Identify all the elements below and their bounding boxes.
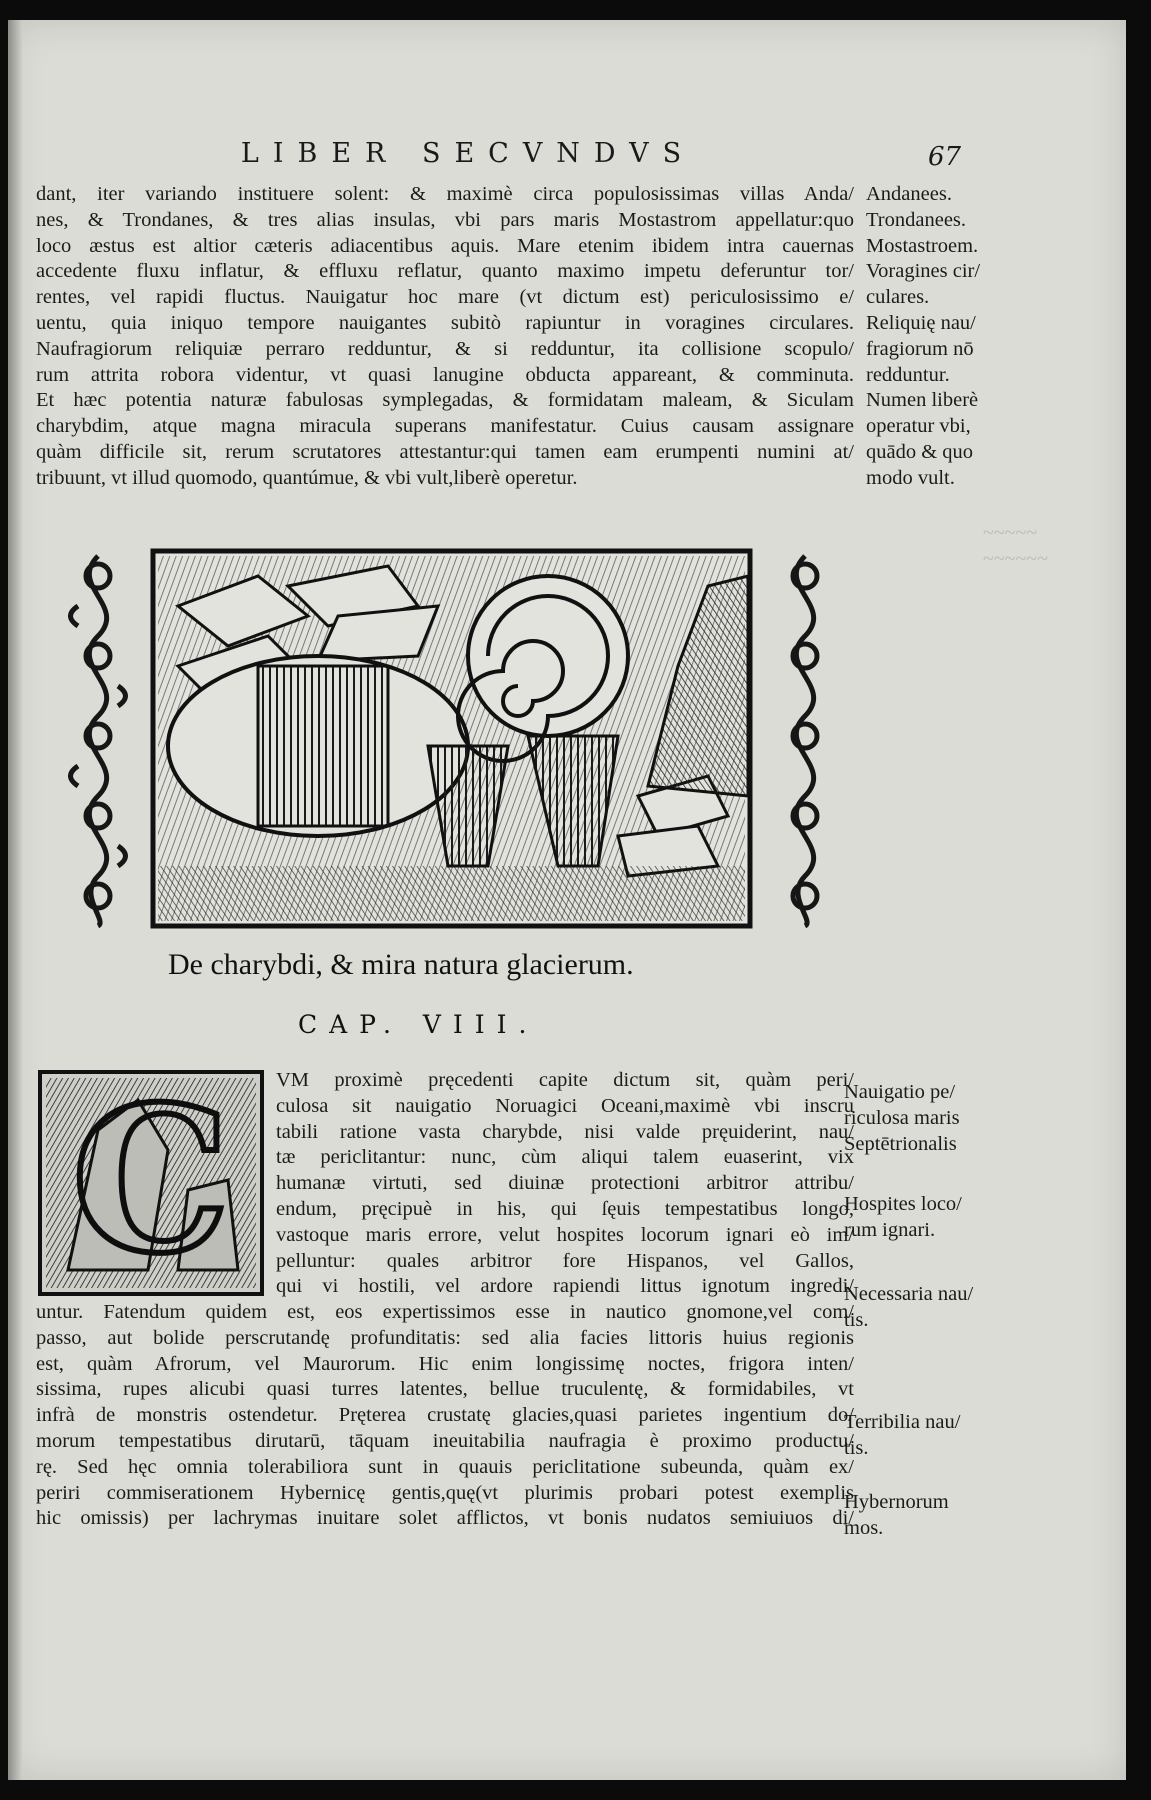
text-line: rę. Sed hęc omnia tolerabiliora sunt in quauis periclitatione subeunda, quàm ex/ [36, 1455, 854, 1478]
figure-caption: De charybdi, & mira natura glacierum. [168, 948, 634, 981]
text-line: hic omissis) per lachrymas inuitare solet afflictos, vt bonis nudatos semiuiuos di/ [36, 1507, 854, 1530]
text-line: qui vi hostili, vel ardore rapiendi littus ignotum ingredi/ [276, 1275, 854, 1298]
page-number: 67 [928, 142, 962, 172]
text-line: sissima, rupes alicubi quasi turres latentes, bellue truculentę, & formidabiles, vt [36, 1378, 854, 1401]
text-line: morum tempestatibus dirutarū, tāquam ineuitabilia naufragia è proximo productu/ [36, 1429, 854, 1452]
margin-note-line: operatur vbi, [866, 415, 971, 438]
ornament-right [793, 556, 817, 926]
paragraph-2-indented [276, 1068, 854, 1300]
text-line: nes, & Trondanes, & tres alias insulas, vbi pars maris Mostastrom appellatur:quo [36, 208, 854, 231]
margin-note-line: riculosa maris [844, 1106, 960, 1129]
margin-note-line: fragiorum nō [866, 337, 974, 360]
margin-note-line: Nauigatio pe/ [844, 1081, 956, 1103]
charybdis-barrel [168, 656, 468, 836]
margin-notes-1 [866, 182, 1046, 492]
margin-note-nauigatio [844, 1080, 1024, 1157]
margin-note-line: Andanees. [866, 183, 952, 205]
text-line: humanæ virtuti, sed diuinæ protectioni arbitror attribu/ [276, 1172, 854, 1195]
margin-note-line: modo vult. [866, 466, 955, 489]
text-line: periri commiserationem Hybernicę gentis,quę(vt plurimis probari potest exemplis [36, 1481, 854, 1504]
text-line: accedente fluxu inflatur, & effluxu reflatur, quanto maximo impetu deferuntur tor/ [36, 260, 854, 283]
margin-note-line: culares. [866, 286, 930, 309]
text-line: vastoque maris errore, velut hospites locorum ignari eò im/ [276, 1223, 854, 1246]
margin-note-line: Necessaria nau/ [844, 1283, 974, 1305]
text-line: est, quàm Afrorum, vel Maurorum. Hic enim longissimę noctes, frigora inten/ [36, 1352, 854, 1375]
margin-note-hospites [844, 1192, 1024, 1244]
text-line: tabili ratione vasta charybde, nisi valde pręuiderint, nau/ [276, 1120, 854, 1143]
text-line: charybdim, atque magna miracula superans manifestatur. Cuius causam assignare [36, 415, 854, 438]
margin-note-line: Trondanees. [866, 208, 967, 231]
text-line: uentu, quia iniquo tempore nauigantes subitò rapiuntur in voragines circulares. [36, 311, 854, 334]
margin-note-line: rum ignari. [844, 1218, 936, 1241]
margin-note-line: tis. [844, 1436, 869, 1459]
margin-note-line: Numen liberè [866, 389, 979, 412]
book-page [8, 20, 1126, 1780]
margin-note-line: Reliquię nau/ [866, 311, 976, 334]
margin-note-line: Voragines cir/ [866, 260, 981, 283]
margin-note-line: Terribilia nau/ [844, 1411, 961, 1433]
text-line: rum attrita robora videntur, vt quasi lanugine obducta appareant, & comminuta. [36, 363, 854, 386]
margin-note-terribilia [844, 1410, 1024, 1462]
text-line: VM proximè pręcedenti capite dictum sit, quàm peri/ [276, 1069, 854, 1091]
text-line: endum, pręcipuè in his, qui ſęuis tempestatibus longo, [276, 1197, 854, 1220]
sea-bottom [158, 866, 745, 921]
text-line: untur. Fatendum quidem est, eos expertissimos esse in nautico gnomone,vel com/ [36, 1301, 854, 1323]
text-line: Et hæc potentia naturæ fabulosas symplegadas, & formidatam maleam, & Siculam [36, 389, 854, 412]
text-line: loco æstus est altior cæteris adiacentibus aquis. Mare etenim ibidem intra cauernas [36, 234, 854, 257]
margin-note-line: mos. [844, 1516, 884, 1539]
ornament-left [71, 556, 126, 926]
paragraph-2-full [36, 1300, 854, 1532]
text-line: tæ periclitantur: nunc, cùm aliqui talem euaserint, vix [276, 1146, 854, 1169]
margin-note-line: tis. [844, 1308, 869, 1331]
decorated-initial [38, 1070, 264, 1296]
text-line: tribuunt, vt illud quomodo, quantúmue, & vbi vult,liberè operetur. [36, 466, 578, 489]
margin-note-line: redduntur. [866, 363, 950, 386]
text-line: culosa sit nauigatio Noruagici Oceani,maximè vbi inscru [276, 1094, 854, 1117]
margin-note-line: Hospites loco/ [844, 1193, 962, 1215]
initial-letter: C [71, 1070, 231, 1296]
text-line: Naufragiorum reliquiæ perraro redduntur, & si redduntur, ita collisione scopulo/ [36, 337, 854, 360]
text-line: passo, aut bolide perscrutandę profunditatis: sed alia facies littoris huius regionis [36, 1326, 854, 1349]
text-line: quàm difficile sit, rerum scrutatores attestantur:qui tamen eam erumpenti numini at/ [36, 440, 854, 463]
margin-note-line: quādo & quo [866, 440, 974, 463]
paragraph-1 [36, 182, 854, 492]
margin-note-line: Hybernorum [844, 1491, 949, 1513]
text-line: rentes, vel rapidi fluctus. Nauigatur hoc mare (vt dictum est) periculosissimo e/ [36, 286, 854, 309]
chapter-heading: CAP. VIII. [298, 1010, 539, 1039]
text-line: dant, iter variando instituere solent: & maximè circa populosissimas villas Anda/ [36, 183, 854, 205]
margin-note-line: Septētrionalis [844, 1132, 957, 1155]
page-gutter [8, 20, 22, 1780]
running-head: LIBER SECVNDVS [240, 138, 696, 169]
bleed-through-text: ~~~~~ ~~~~~~ [983, 522, 1048, 570]
text-line: pelluntur: quales arbitror fore Hispanos, vel Gallos, [276, 1249, 854, 1272]
margin-note-necessaria [844, 1282, 1024, 1334]
text-line: infrà de monstris ostendetur. Pręterea crustatę glacies,quasi parietes ingentium do/ [36, 1404, 854, 1427]
margin-note-line: Mostastroem. [866, 234, 979, 257]
woodcut-illustration [58, 546, 845, 931]
margin-note-hybernorum [844, 1490, 1024, 1542]
